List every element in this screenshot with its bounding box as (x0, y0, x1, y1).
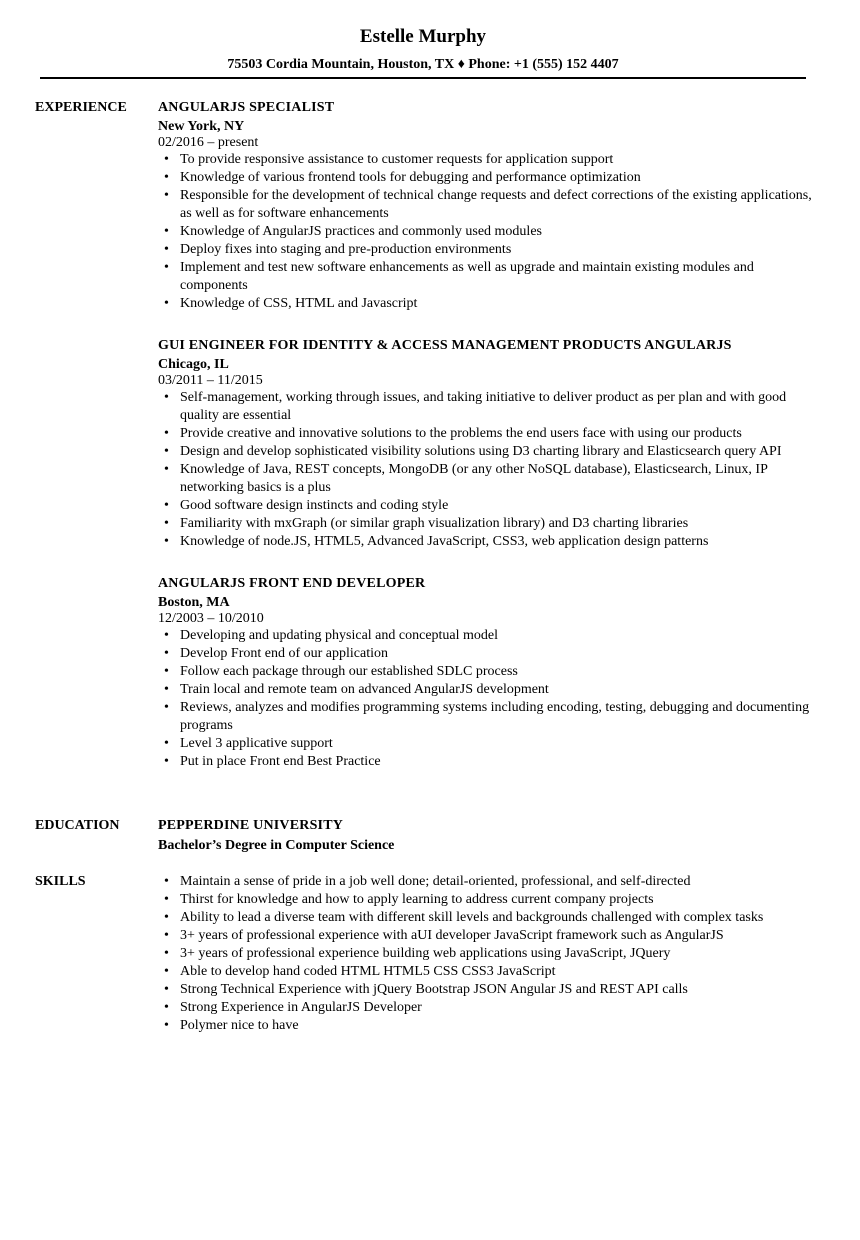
bullet-item: • Knowledge of node.JS, HTML5, Advanced JavaScript, CSS3, web application design patterns (158, 533, 813, 551)
job-title: GUI ENGINEER FOR IDENTITY & ACCESS MANAGEMENT PRODUCTS ANGULARJS (158, 338, 732, 353)
resume-header (0, 24, 846, 74)
skill-item: • Thirst for knowledge and how to apply learning to address current company projects (158, 891, 813, 909)
job-dates: 12/2003 – 10/2010 (158, 611, 264, 626)
job-location: Boston, MA (158, 595, 230, 610)
job-dates: 03/2011 – 11/2015 (158, 373, 263, 388)
skill-item: • Strong Technical Experience with jQuery Bootstrap JSON Angular JS and REST API calls (158, 981, 813, 999)
skill-item: • Polymer nice to have (158, 1017, 813, 1035)
job-bullets (158, 627, 813, 771)
bullet-item: • Reviews, analyzes and modifies programming systems including encoding, testing, debugging and documenting programs (158, 699, 813, 735)
bullet-item: • Deploy fixes into staging and pre-production environments (158, 241, 813, 259)
bullet-item: • Knowledge of Java, REST concepts, MongoDB (or any other NoSQL database), Elasticsearch, Linux, IP networking basics is a plus (158, 461, 813, 497)
skill-item: • 3+ years of professional experience building web applications using JavaScript, JQuery (158, 945, 813, 963)
job-entry (158, 575, 813, 771)
skills-list (158, 873, 813, 1035)
experience-heading: EXPERIENCE (35, 100, 127, 115)
skills-heading: SKILLS (35, 874, 86, 889)
education-heading: EDUCATION (35, 818, 120, 833)
job-dates: 02/2016 – present (158, 135, 259, 150)
bullet-item: • Provide creative and innovative solutions to the problems the end users face with using our products (158, 425, 813, 443)
job-bullets (158, 389, 813, 551)
bullet-item: • Train local and remote team on advanced AngularJS development (158, 681, 813, 699)
bullet-item: • Responsible for the development of technical change requests and defect corrections of the existing applications, as well as for software enhancements (158, 187, 813, 223)
bullet-item: • Developing and updating physical and conceptual model (158, 627, 813, 645)
school-name: PEPPERDINE UNIVERSITY (158, 818, 344, 833)
education-entry (158, 817, 813, 855)
bullet-item: • Knowledge of various frontend tools for debugging and performance optimization (158, 169, 813, 187)
bullet-item: • Follow each package through our established SDLC process (158, 663, 813, 681)
job-title: ANGULARJS FRONT END DEVELOPER (158, 576, 426, 591)
degree-name: Bachelor’s Degree in Computer Science (158, 838, 395, 853)
bullet-item: • Familiarity with mxGraph (or similar graph visualization library) and D3 charting libraries (158, 515, 813, 533)
skill-item: • Able to develop hand coded HTML HTML5 CSS CSS3 JavaScript (158, 963, 813, 981)
contact-line: 75503 Cordia Mountain, Houston, TX ♦ Phone: +1 (555) 152 4407 (227, 57, 619, 72)
job-location: Chicago, IL (158, 357, 229, 372)
job-entry (158, 337, 813, 551)
job-location: New York, NY (158, 119, 245, 134)
skill-item: • Maintain a sense of pride in a job well done; detail-oriented, professional, and self-directed (158, 873, 813, 891)
bullet-item: • Self-management, working through issues, and taking initiative to deliver product as per plan and with good quality are essential (158, 389, 813, 425)
skill-item: • Strong Experience in AngularJS Developer (158, 999, 813, 1017)
header-divider (40, 77, 806, 79)
bullet-item: • Knowledge of CSS, HTML and Javascript (158, 295, 813, 313)
bullet-item: • Develop Front end of our application (158, 645, 813, 663)
bullet-item: • To provide responsive assistance to customer requests for application support (158, 151, 813, 169)
job-bullets (158, 151, 813, 313)
bullet-item: • Put in place Front end Best Practice (158, 753, 813, 771)
skill-item: • 3+ years of professional experience with aUI developer JavaScript framework such as AngularJS (158, 927, 813, 945)
experience-list (158, 99, 813, 795)
job-title: ANGULARJS SPECIALIST (158, 100, 335, 115)
bullet-item: • Good software design instincts and coding style (158, 497, 813, 515)
job-entry (158, 99, 813, 313)
skills-bullets (158, 873, 813, 1035)
bullet-item: • Implement and test new software enhancements as well as upgrade and maintain existing modules and components (158, 259, 813, 295)
bullet-item: • Design and develop sophisticated visibility solutions using D3 charting library and Elasticsearch query API (158, 443, 813, 461)
skill-item: • Ability to lead a diverse team with different skill levels and backgrounds challenged with complex tasks (158, 909, 813, 927)
bullet-item: • Knowledge of AngularJS practices and commonly used modules (158, 223, 813, 241)
candidate-name: Estelle Murphy (359, 26, 487, 47)
bullet-item: • Level 3 applicative support (158, 735, 813, 753)
